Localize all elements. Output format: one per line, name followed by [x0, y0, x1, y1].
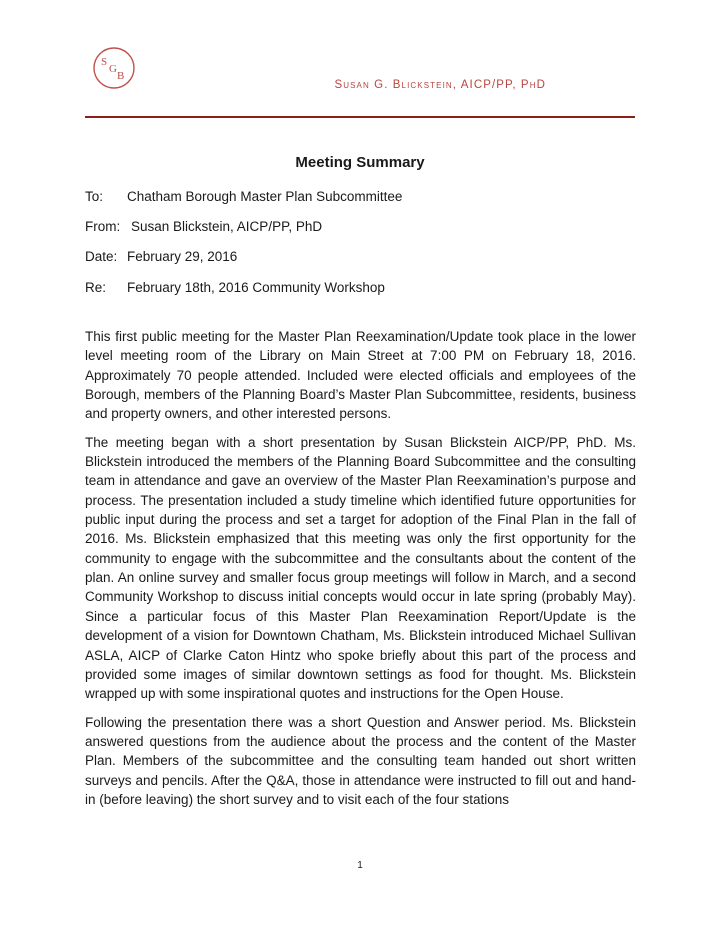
memo-from-value: Susan Blickstein, AICP/PP, PhD — [131, 219, 323, 234]
memo-re-label: Re: — [85, 280, 107, 295]
logo-letter-s: S — [101, 56, 108, 68]
memo-re — [85, 280, 385, 295]
memo-re-value: February 18th, 2016 Community Workshop — [127, 280, 385, 295]
logo-letter-b: B — [117, 70, 125, 82]
logo-letter-g: G — [109, 63, 117, 75]
summary-body — [85, 327, 636, 818]
paragraph-presentation: The meeting began with a short presentation by Susan Blickstein AICP/PP, PhD. Ms. Blickstein introduced the members of the Planning Board Subcommittee and the consulting team in attendance and gave an overview of the Master Plan Reexamination’s purpose and process. The presentation included a study timeline which identified future opportunities for public input during the process and set a target for adoption of the Final Plan in the fall of 2016. Ms. Blickstein emphasized that this meeting was only the first opportunity for the community to engage with the subcommittee and the consultants about the content of the plan. An online survey and smaller focus group meetings will follow in March, and a second Community Workshop to discuss initial concepts would occur in late spring (probably May). Since a particular focus of this Master Plan Reexamination Report/Update is the development of a vision for Downtown Chatham, Ms. Blickstein introduced Michael Sullivan ASLA, AICP of Clarke Caton Hintz who spoke briefly about this part of the process and provided some images of similar downtown settings as food for thought. Ms. Blickstein wrapped up with some inspirational quotes and instructions for the Open House. — [85, 434, 636, 702]
memo-date — [85, 249, 237, 264]
memo-from-label: From: — [85, 219, 121, 234]
memo-from — [85, 219, 322, 234]
memo-date-label: Date: — [85, 249, 118, 264]
organization-name: Susan G. Blickstein, AICP/PP, PhD — [334, 79, 546, 91]
document-title: Meeting Summary — [295, 154, 425, 171]
header-divider — [85, 116, 635, 118]
paragraph-qa: Following the presentation there was a short Question and Answer period. Ms. Blickstein answered questions from the audience about the process and the content of the Master Plan. Members of the subcommittee and the consulting team handed out short written surveys and pencils. After the Q&A, those in attendance were instructed to fill out and hand-in (before leaving) the short survey and to visit each of the four stations — [85, 714, 636, 807]
page-number: 1 — [357, 860, 363, 871]
memo-date-value: February 29, 2016 — [127, 249, 238, 264]
memo-to-value: Chatham Borough Master Plan Subcommittee — [127, 189, 403, 204]
memo-to — [85, 189, 402, 204]
memo-to-label: To: — [85, 189, 104, 204]
paragraph-attendance: This first public meeting for the Master Plan Reexamination/Update took place in the lower level meeting room of the Library on Main Street at 7:00 PM on February 18, 2016. Approximately 70 people attended. Included were elected officials and employees of the Borough, members of the Planning Board’s Master Plan Subcommittee, residents, business and property owners, and other interested persons. — [85, 329, 636, 422]
